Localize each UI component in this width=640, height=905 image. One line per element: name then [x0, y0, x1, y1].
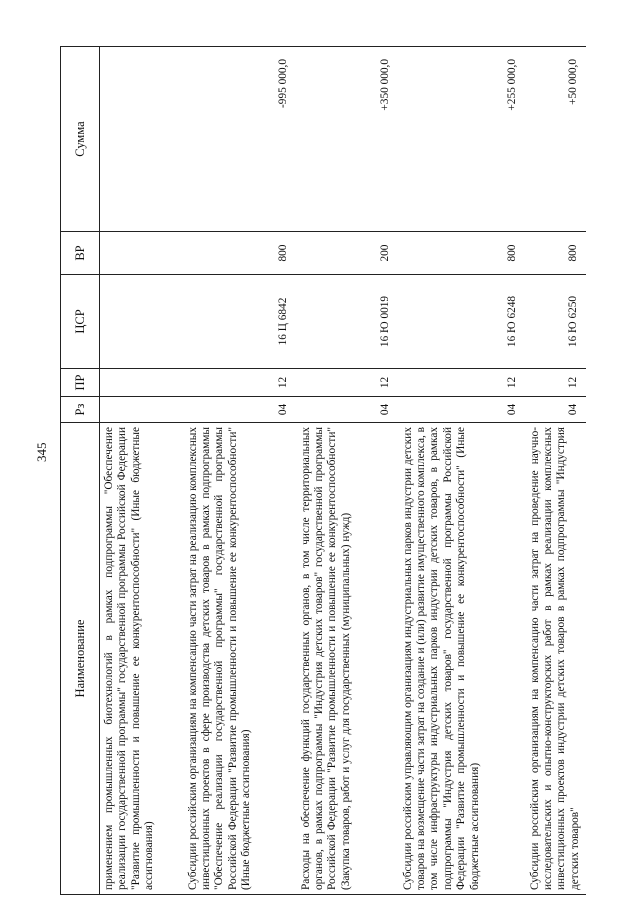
- row-csr: 16 Ц 6842: [184, 275, 297, 369]
- row-sum: +50 000,0: [526, 47, 587, 232]
- row-rz: 04: [526, 397, 587, 423]
- header-csr: ЦСР: [61, 275, 100, 369]
- row-sum: +350 000,0: [297, 47, 399, 232]
- row-pr: 12: [399, 369, 526, 397]
- header-rz: Рз: [61, 397, 100, 423]
- page-number: 345: [34, 442, 49, 462]
- row-rz: [100, 397, 184, 423]
- header-pr: ПР: [61, 369, 100, 397]
- row-pr: 12: [526, 369, 587, 397]
- row-vr: 200: [297, 232, 399, 275]
- row-vr: [100, 232, 184, 275]
- table-header-row: [61, 47, 100, 895]
- row-pr: 12: [297, 369, 399, 397]
- row-name: применением промышленных биотехнологий в рамках подпрограммы "Обеспечение реализации государственной программы" государственной программы Российской Федерации "Развитие промышленности и повышение ее конкурентоспособности" (Иные бюджетные ассигнования): [100, 423, 184, 895]
- row-rz: 04: [297, 397, 399, 423]
- row-name: Субсидии российским организациям на компенсацию части затрат на проведение научно-исследовательских и опытно-конструкторских работ в рамках реализации комплексных инвестиционных проектов индустрии детских товаров в рамках подпрограммы "Индустрия детских товаров": [526, 423, 587, 895]
- table-row: [399, 47, 526, 895]
- row-pr: [100, 369, 184, 397]
- row-rz: 04: [184, 397, 297, 423]
- header-name: Наименование: [61, 423, 100, 895]
- row-vr: 800: [184, 232, 297, 275]
- budget-table: [60, 46, 586, 895]
- table-row: [100, 47, 184, 895]
- row-vr: 800: [526, 232, 587, 275]
- row-name: Субсидии российским управляющим организациям индустриальных парков индустрии детских товаров на возмещение части затрат на создание и (или) развитие имущественного комплекса, в том числе инфраструктуры индустриальных парков индустрии детских товаров, в рамках подпрограммы "Индустрия детских товаров" государственной программы Российской Федерации "Развитие промышленности и повышение ее конкурентоспособности" (Иные бюджетные ассигнования): [399, 423, 526, 895]
- row-sum: [100, 47, 184, 232]
- row-csr: [100, 275, 184, 369]
- row-vr: 800: [399, 232, 526, 275]
- table-row: [184, 47, 297, 895]
- row-csr: 16 Ю 6250: [526, 275, 587, 369]
- row-sum: -995 000,0: [184, 47, 297, 232]
- header-sum: Сумма: [61, 47, 100, 232]
- row-sum: +255 000,0: [399, 47, 526, 232]
- row-name: Субсидии российским организациям на компенсацию части затрат на реализацию комплексных инвестиционных проектов в сфере производства детских товаров в рамках подпрограммы "Обеспечение реализации государственной программы" государственной программы Российской Федерации "Развитие промышленности и повышение ее конкурентоспособности" (Иные бюджетные ассигнования): [184, 423, 297, 895]
- row-name: Расходы на обеспечение функций государственных органов, в том числе территориальных органов, в рамках подпрограммы "Индустрия детских товаров" государственной программы Российской Федерации "Развитие промышленности и повышение ее конкурентоспособности" (Закупка товаров, работ и услуг для государственных (муниципальных) нужд): [297, 423, 399, 895]
- row-csr: 16 Ю 0019: [297, 275, 399, 369]
- row-csr: 16 Ю 6248: [399, 275, 526, 369]
- table-row: [297, 47, 399, 895]
- row-rz: 04: [399, 397, 526, 423]
- rotated-page: [60, 47, 580, 895]
- row-pr: 12: [184, 369, 297, 397]
- table-row: [526, 47, 587, 895]
- header-vr: ВР: [61, 232, 100, 275]
